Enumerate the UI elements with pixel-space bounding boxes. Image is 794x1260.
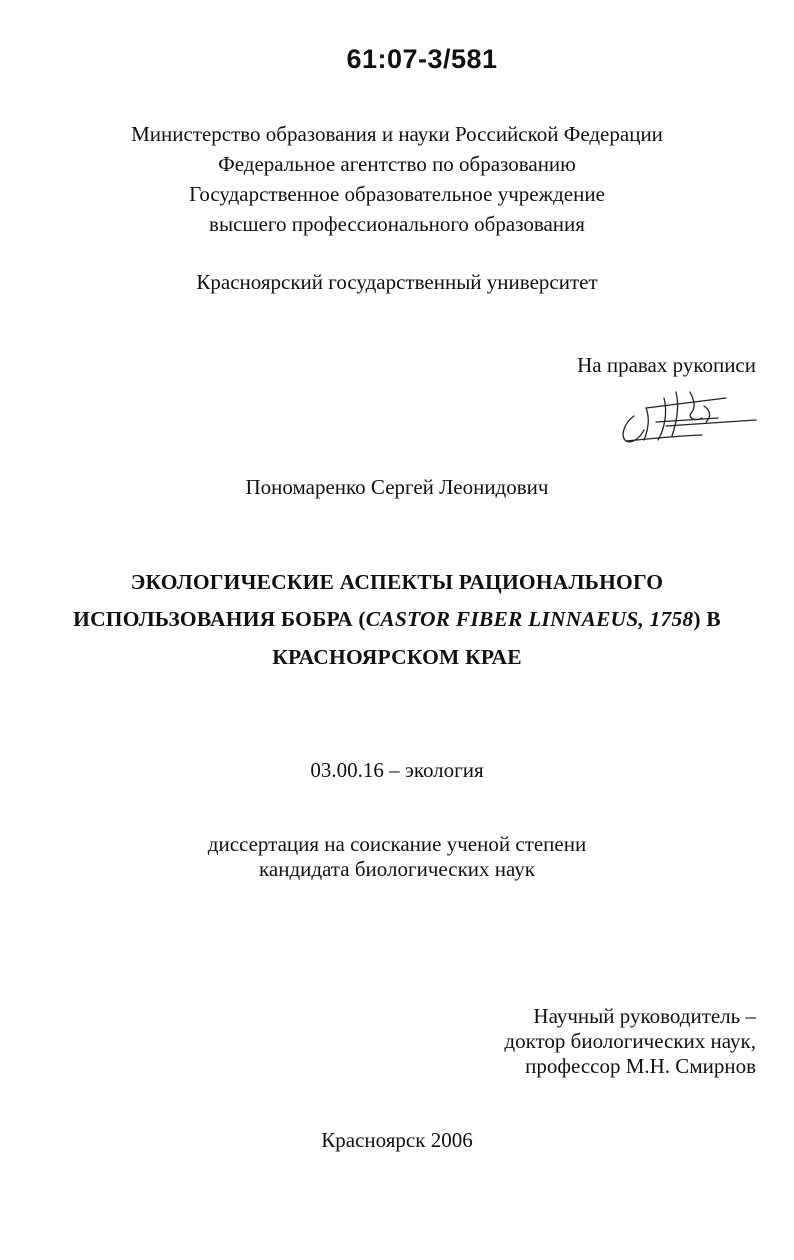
ministry-line: Министерство образования и науки Российской Федерации (131, 122, 663, 146)
supervisor-name: профессор М.Н. Смирнов (525, 1054, 756, 1078)
university-name: Красноярский государственный университет (196, 270, 598, 294)
signature (606, 378, 766, 450)
title-line-2-post: ) В (693, 607, 721, 631)
manuscript-note: На правах рукописи (577, 353, 756, 377)
latin-species-name: CASTOR FIBER LINNAEUS, 1758 (365, 607, 694, 631)
author-name: Пономаренко Сергей Леонидович (245, 475, 549, 499)
title-line-2-pre: ИСПОЛЬЗОВАНИЯ БОБРА ( (73, 607, 366, 631)
archive-code: 61:07-3/581 (346, 44, 498, 74)
city-year: Красноярск 2006 (321, 1128, 473, 1152)
degree-line-2: кандидата биологических наук (259, 857, 535, 881)
supervisor-degree: доктор биологических наук, (504, 1029, 756, 1053)
title-line-1: ЭКОЛОГИЧЕСКИЕ АСПЕКТЫ РАЦИОНАЛЬНОГО (130, 570, 664, 594)
agency-line: Федеральное агентство по образованию (218, 152, 576, 176)
title-line-2 (0, 607, 794, 632)
supervisor-role: Научный руководитель – (533, 1004, 756, 1028)
education-level-line: высшего профессионального образования (209, 212, 585, 236)
institution-type-line: Государственное образовательное учреждение (189, 182, 605, 206)
degree-line-1: диссертация на соискание ученой степени (207, 832, 587, 856)
title-line-3: КРАСНОЯРСКОМ КРАЕ (272, 645, 522, 669)
specialty-code: 03.00.16 – экология (310, 758, 484, 782)
